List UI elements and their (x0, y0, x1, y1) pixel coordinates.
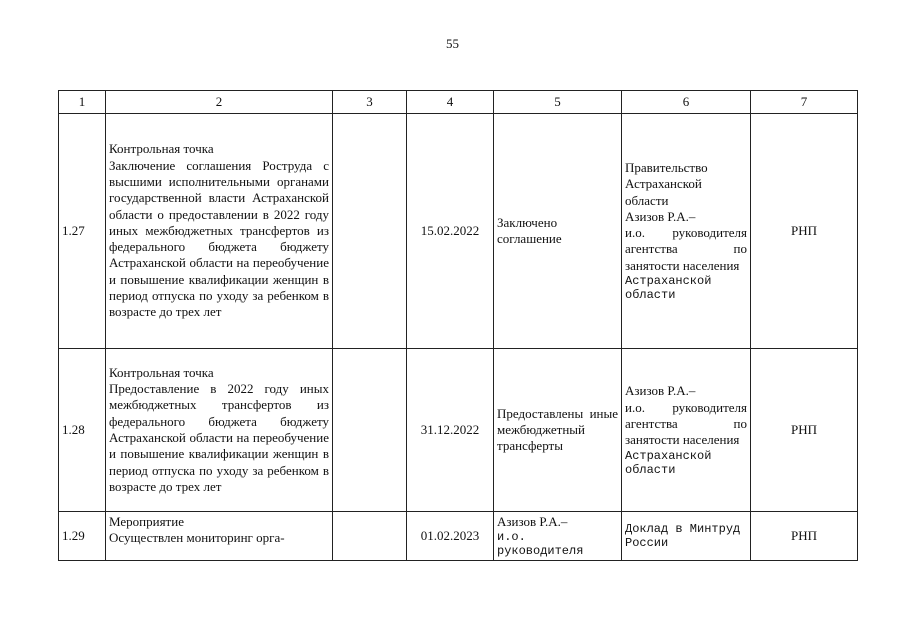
header-cell: 3 (333, 91, 407, 114)
code-cell: РНП (751, 512, 858, 561)
empty-cell (333, 512, 407, 561)
date-cell: 31.12.2022 (407, 349, 494, 512)
responsible-main: Правительство Астраханской области (625, 159, 708, 208)
description-text: Заключение соглашения Роструда с высшими исполнительными органами государственной власти Астраханской области о предоставлении в 2022 году иных межбюджетных трансфертов из федерального бюджета бюджету Астраханской области на переобучение и повышение квалификации женщин в период отпуска по уходу за ребенком в возрасте до трех лет (109, 157, 329, 320)
result-cell: Предоставлены иные межбюджетный трансферты (494, 349, 622, 512)
responsible-org: России (625, 536, 669, 551)
responsible-person: Азизов Р.А.– (625, 383, 696, 399)
result-cell: Заключено соглашение (494, 114, 622, 349)
responsible-person: Азизов Р.А.– (625, 208, 696, 224)
empty-cell (333, 349, 407, 512)
header-cell: 7 (751, 91, 858, 114)
responsible-cell (622, 512, 751, 561)
date-cell: 01.02.2023 (407, 512, 494, 561)
header-cell: 4 (407, 91, 494, 114)
description-text: Осуществлен мониторинг орга- (109, 530, 285, 546)
result-person: Азизов Р.А.– (497, 514, 568, 529)
header-cell: 2 (106, 91, 333, 114)
header-cell: 6 (622, 91, 751, 114)
description-type: Контрольная точка (109, 141, 214, 157)
table-row (59, 114, 858, 349)
header-cell: 5 (494, 91, 622, 114)
row-number: 1.28 (59, 349, 106, 512)
empty-cell (333, 114, 407, 349)
description-cell (106, 512, 333, 561)
result-cell (494, 512, 622, 561)
code-cell: РНП (751, 114, 858, 349)
responsible-org: Астраханской области (625, 448, 712, 477)
description-type: Мероприятие (109, 514, 184, 529)
description-text: Предоставление в 2022 году иных межбюджетных трансфертов из федерального бюджета бюджету Астраханской области на переобучение и повышение квалификации женщин в период отпуска по уходу за ребенком в возрасте до трех лет (109, 381, 329, 494)
row-number: 1.27 (59, 114, 106, 349)
responsible-role: и.о. руководителя агентства по занятости населения (625, 225, 747, 273)
description-cell (106, 349, 333, 512)
plan-table (58, 90, 858, 561)
responsible-role: и.о. руководителя агентства по занятости населения (625, 399, 747, 448)
responsible-text: Доклад в Минтруд (625, 522, 741, 537)
code-cell: РНП (751, 349, 858, 512)
page-number: 55 (446, 36, 459, 51)
header-row (59, 91, 858, 114)
header-cell: 1 (59, 91, 106, 114)
result-role: и.о. руководителя (497, 530, 584, 559)
description-cell (106, 114, 333, 349)
date-cell: 15.02.2022 (407, 114, 494, 349)
table-row (59, 349, 858, 512)
responsible-cell (622, 114, 751, 349)
row-number: 1.29 (59, 512, 106, 561)
responsible-cell (622, 349, 751, 512)
table-row (59, 512, 858, 561)
responsible-org: Астраханской области (625, 274, 712, 303)
description-type: Контрольная точка (109, 364, 214, 380)
